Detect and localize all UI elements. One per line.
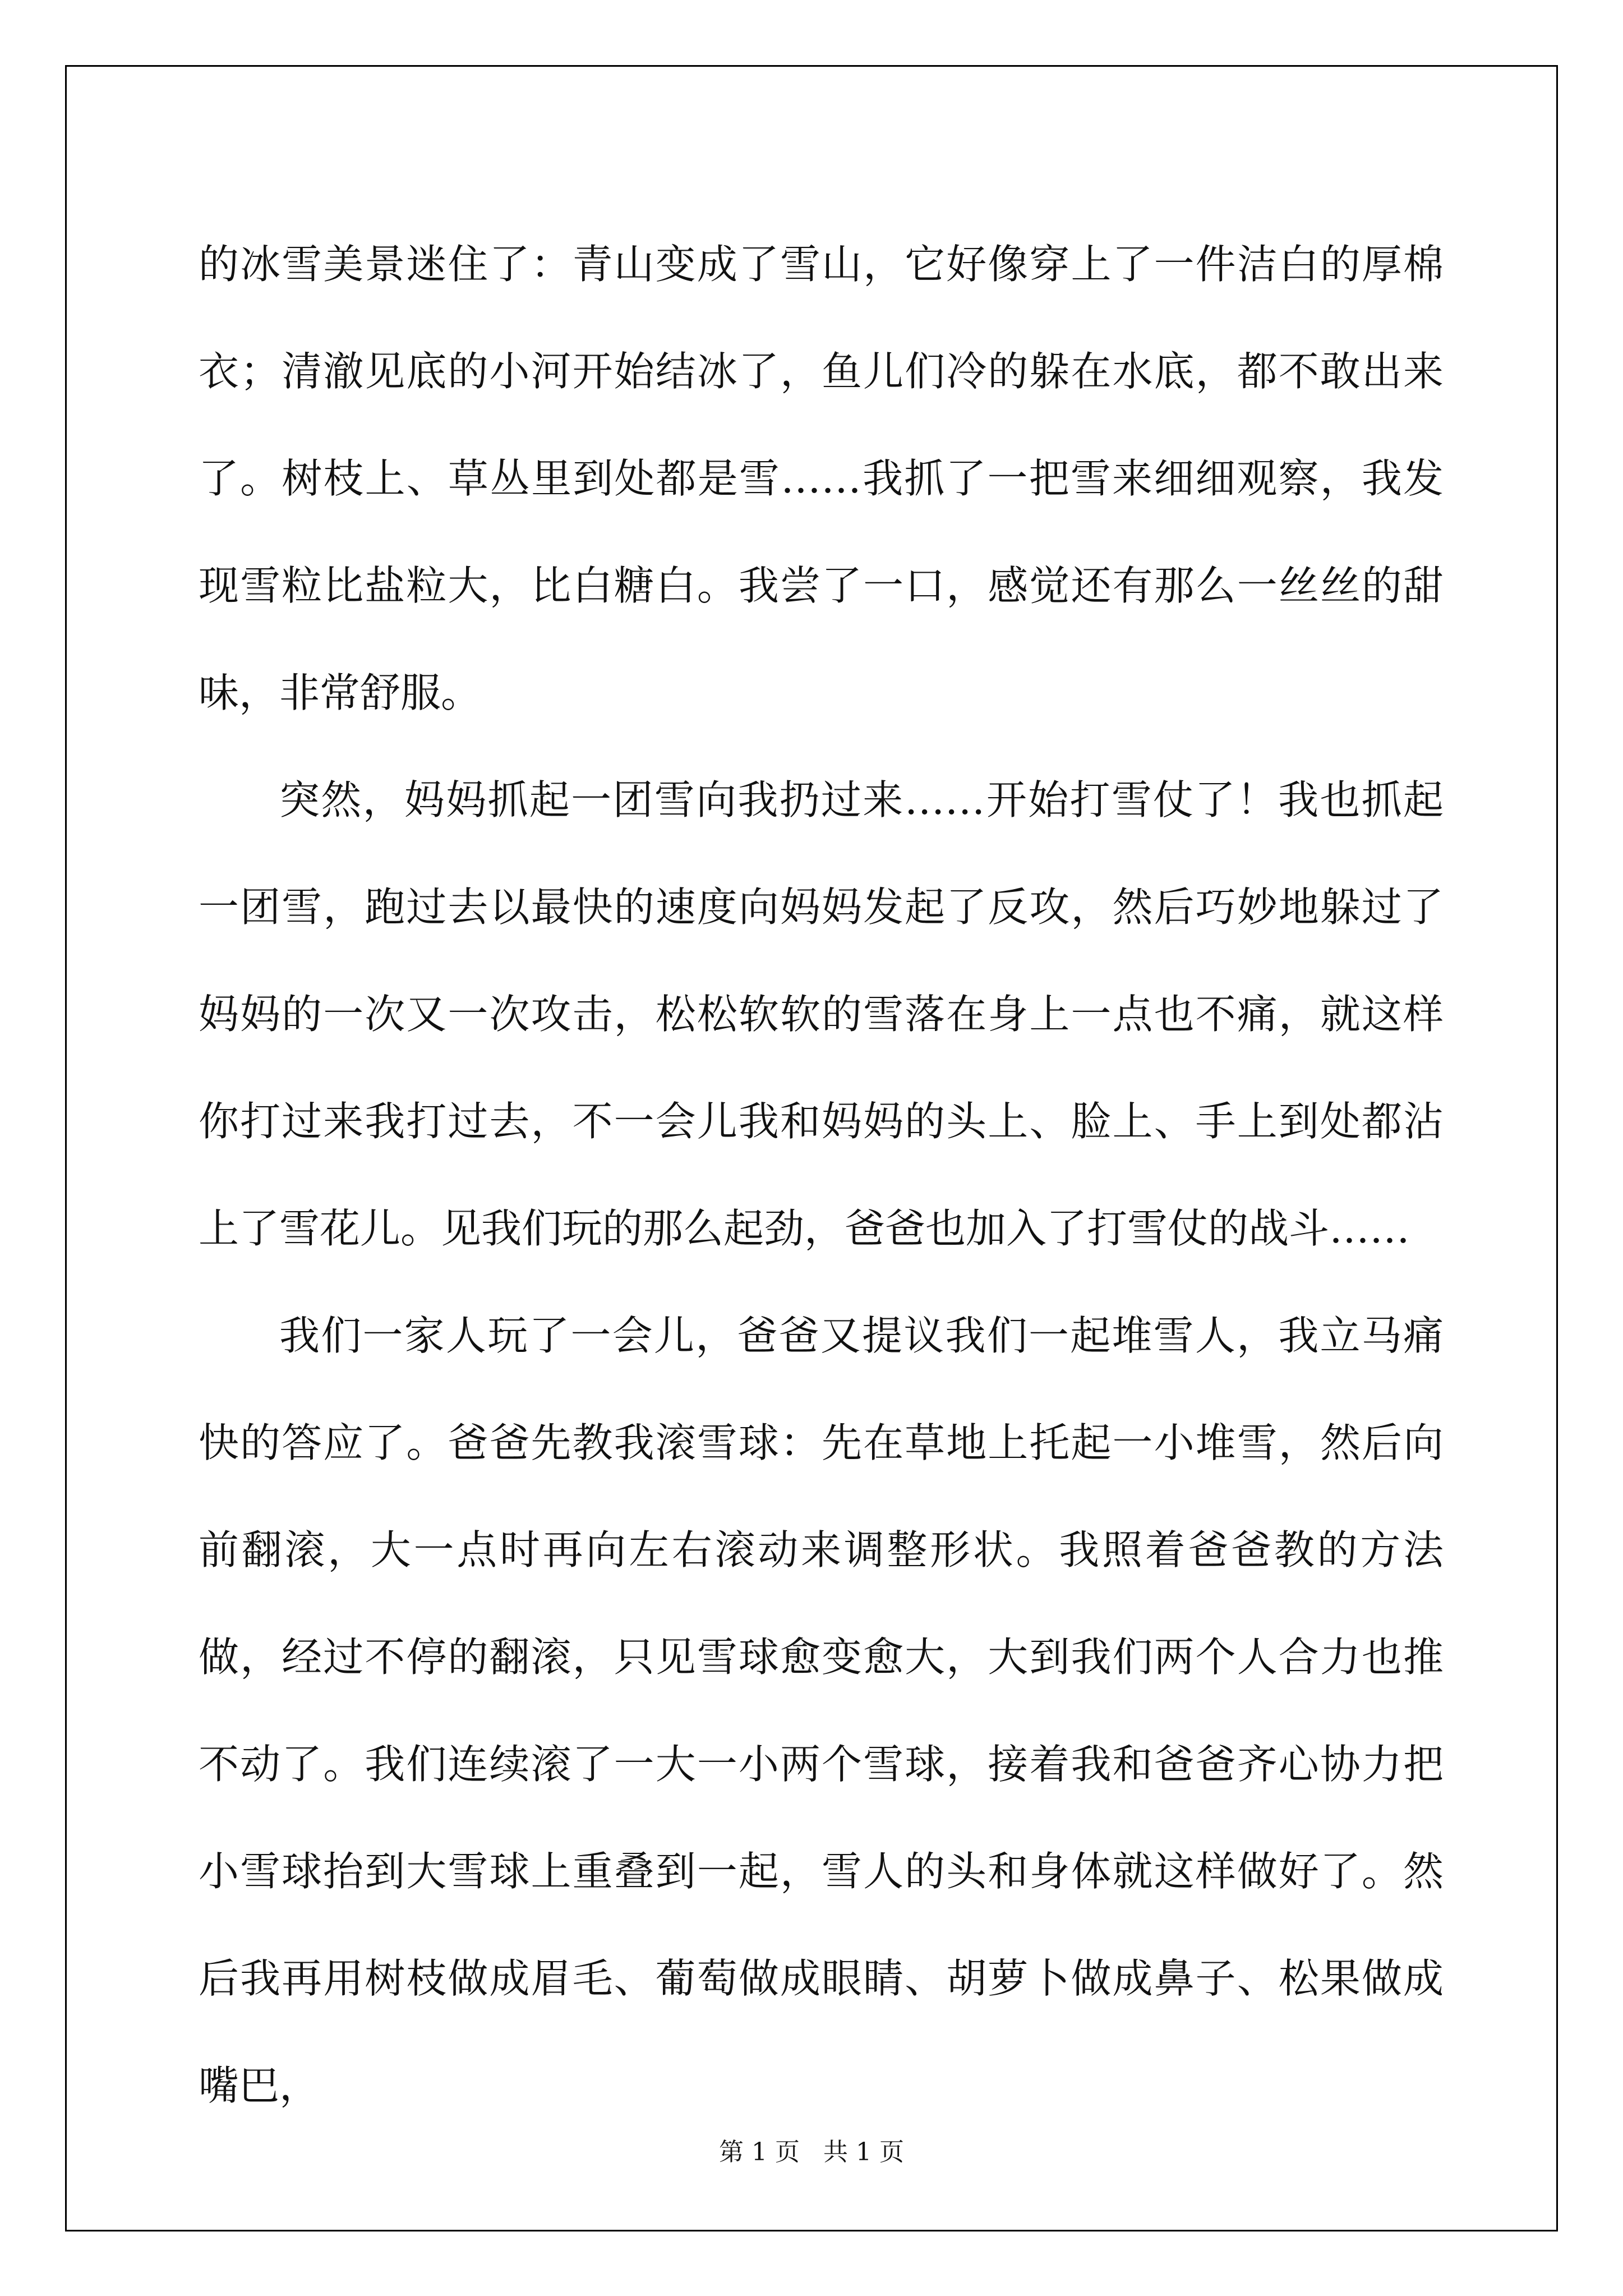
paragraph-2: 突然，妈妈抓起一团雪向我扔过来……开始打雪仗了！我也抓起一团雪，跑过去以最快的速度向妈妈发起了反攻，然后巧妙地躲过了妈妈的一次又一次攻击，松松软软的雪落在身上一点也不痛，就这样你打过来我打过去，不一会儿我和妈妈的头上、脸上、手上到处都沾上了雪花儿。见我们玩的那么起劲，爸爸也加入了打雪仗的战斗…… <box>199 776 1444 1252</box>
document-body <box>199 211 1444 2139</box>
paragraph-3: 我们一家人玩了一会儿，爸爸又提议我们一起堆雪人，我立马痛快的答应了。爸爸先教我滚雪球：先在草地上托起一小堆雪，然后向前翻滚，大一点时再向左右滚动来调整形状。我照着爸爸教的方法做，经过不停的翻滚，只见雪球愈变愈大，大到我们两个人合力也推不动了。我们连续滚了一大一小两个雪球，接着我和爸爸齐心协力把小雪球抬到大雪球上重叠到一起，雪人的头和身体就这样做好了。然后我再用树枝做成眉毛、葡萄做成眼睛、胡萝卜做成鼻子、松果做成嘴巴， <box>199 1312 1444 2109</box>
page-footer: 第 1 页 共 1 页 <box>719 2138 904 2166</box>
paragraph-1: 的冰雪美景迷住了：青山变成了雪山，它好像穿上了一件洁白的厚棉衣；清澈见底的小河开始结冰了，鱼儿们冷的躲在水底，都不敢出来了。树枝上、草丛里到处都是雪……我抓了一把雪来细细观察，我发现雪粒比盐粒大，比白糖白。我尝了一口，感觉还有那么一丝丝的甜味，非常舒服。 <box>199 241 1444 716</box>
